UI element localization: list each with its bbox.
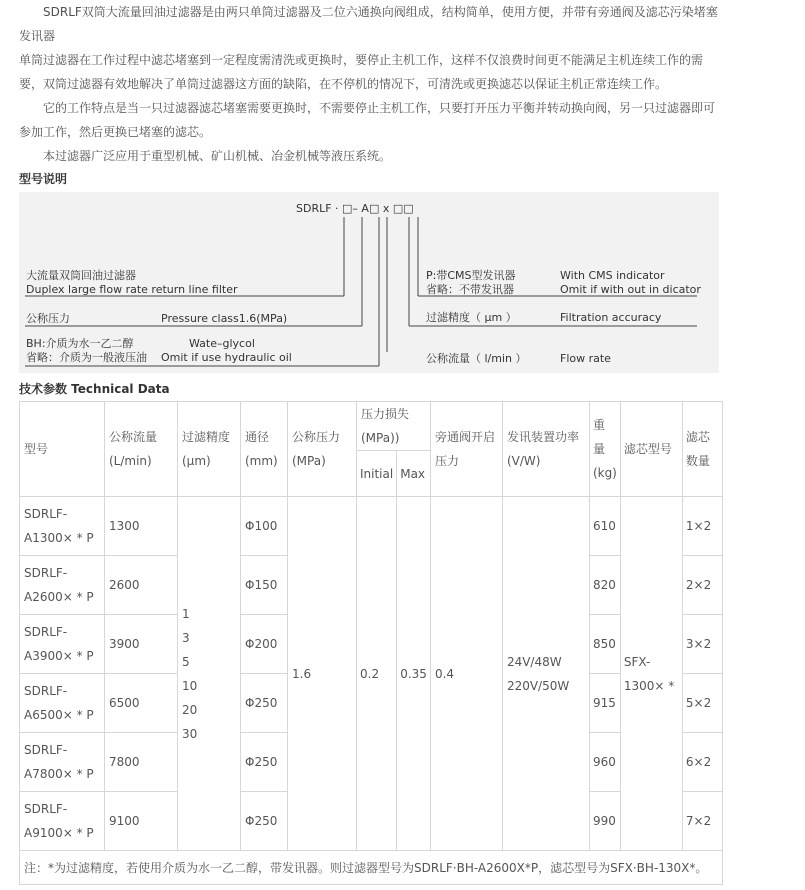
header-pressure: 公称压力 (MPa) bbox=[288, 402, 357, 497]
cell-count: 7×2 bbox=[682, 792, 722, 851]
model-heading: 型号说明 bbox=[19, 172, 68, 186]
label-accuracy-cn: 过滤精度（ μm ） bbox=[426, 311, 517, 324]
cell-initial: 0.2 bbox=[357, 497, 397, 851]
model-code-diagram bbox=[19, 192, 719, 373]
header-model: 型号 bbox=[20, 402, 105, 497]
header-count: 滤芯 数量 bbox=[682, 402, 722, 497]
table-header-row bbox=[20, 402, 723, 451]
cell-weight: 915 bbox=[589, 674, 620, 733]
label-cms-en: With CMS indicator bbox=[560, 269, 665, 282]
cell-flow: 7800 bbox=[105, 733, 178, 792]
label-medium-cn2: 省略：介质为一般液压油 bbox=[26, 351, 147, 364]
cell-diameter: Φ150 bbox=[241, 556, 288, 615]
intro-paragraph-1: SDRLF双筒大流量回油过滤器是由两只单筒过滤器及二位六通换向阀组成，结构简单，使用方便，并带有旁通阀及滤芯污染堵塞发讯器 bbox=[19, 5, 718, 43]
label-omit-cn: 省略：不带发讯器 bbox=[426, 283, 514, 296]
intro-paragraph-3: 它的工作特点是当一只过滤器滤芯堵塞需要更换时，不需要停止主机工作，只要打开压力平衡并转动换向阀，另一只过滤器即可参加工作，然后更换已堵塞的滤芯。 bbox=[19, 101, 716, 139]
label-medium-en2: Omit if use hydraulic oil bbox=[161, 351, 292, 364]
cell-model: SDRLF- A6500× * P bbox=[20, 674, 105, 733]
cell-weight: 960 bbox=[589, 733, 620, 792]
intro-text bbox=[19, 0, 719, 168]
header-weight: 重 量 (kg) bbox=[589, 402, 620, 497]
label-medium-cn1: BH:介质为水一乙二醇 bbox=[26, 337, 134, 350]
cell-count: 6×2 bbox=[682, 733, 722, 792]
table-note-row bbox=[20, 851, 723, 885]
cell-diameter: Φ250 bbox=[241, 792, 288, 851]
cell-model: SDRLF- A3900× * P bbox=[20, 615, 105, 674]
header-max: Max bbox=[397, 451, 431, 497]
cell-model: SDRLF- A1300× * P bbox=[20, 497, 105, 556]
label-name-en: Duplex large flow rate return line filter bbox=[26, 283, 238, 296]
header-power: 发讯装置功率 (V/W) bbox=[502, 402, 589, 497]
cell-accuracy: 1 3 5 10 20 30 bbox=[178, 497, 241, 851]
cell-weight: 990 bbox=[589, 792, 620, 851]
header-initial: Initial bbox=[357, 451, 397, 497]
cell-count: 5×2 bbox=[682, 674, 722, 733]
cell-diameter: Φ250 bbox=[241, 674, 288, 733]
cell-element: SFX- 1300× * bbox=[620, 497, 682, 851]
cell-max: 0.35 bbox=[397, 497, 431, 851]
tech-heading: 技术参数 Technical Data bbox=[19, 382, 170, 396]
cell-model: SDRLF- A9100× * P bbox=[20, 792, 105, 851]
header-diameter: 通径 (mm) bbox=[241, 402, 288, 497]
cell-weight: 850 bbox=[589, 615, 620, 674]
cell-pressure: 1.6 bbox=[288, 497, 357, 851]
label-omit-en: Omit if with out in dicator bbox=[560, 283, 701, 296]
cell-diameter: Φ100 bbox=[241, 497, 288, 556]
header-flow: 公称流量 (L/min) bbox=[105, 402, 178, 497]
cell-flow: 1300 bbox=[105, 497, 178, 556]
cell-flow: 9100 bbox=[105, 792, 178, 851]
table-row bbox=[20, 497, 723, 556]
intro-paragraph-2: 单筒过滤器在工作过程中滤芯堵塞到一定程度需清洗或更换时，要停止主机工作，这样不仅浪费时间更不能满足主机连续工作的需要，双筒过滤器有效地解决了单筒过滤器这方面的缺陷，在不停机的情况下，可清洗或更换滤芯以保证主机正常连续工作。 bbox=[19, 53, 704, 91]
label-medium-en1: Wate–glycol bbox=[189, 337, 255, 350]
cell-count: 1×2 bbox=[682, 497, 722, 556]
cell-bypass: 0.4 bbox=[430, 497, 502, 851]
label-cms-cn: P:带CMS型发讯器 bbox=[426, 269, 516, 282]
cell-diameter: Φ250 bbox=[241, 733, 288, 792]
header-bypass: 旁通阀开启 压力 bbox=[430, 402, 502, 497]
table-note: 注：*为过滤精度，若使用介质为水一乙二醇，带发讯器。则过滤器型号为SDRLF·BH-A2600X*P，滤芯型号为SFX·BH-130X*。 bbox=[20, 851, 723, 885]
label-flow-en: Flow rate bbox=[560, 352, 611, 365]
intro-paragraph-4: 本过滤器广泛应用于重型机械、矿山机械、冶金机械等液压系统。 bbox=[43, 149, 392, 163]
cell-model: SDRLF- A7800× * P bbox=[20, 733, 105, 792]
header-accuracy: 过滤精度 (μm) bbox=[178, 402, 241, 497]
cell-power: 24V/48W 220V/50W bbox=[502, 497, 589, 851]
label-name-cn: 大流量双筒回油过滤器 bbox=[26, 269, 136, 282]
header-pressure-loss: 压力损失 (MPa)) bbox=[357, 402, 431, 451]
label-pressure-cn: 公称压力 bbox=[26, 312, 70, 325]
cell-weight: 610 bbox=[589, 497, 620, 556]
header-element: 滤芯型号 bbox=[620, 402, 682, 497]
label-flow-cn: 公称流量（ l/min ） bbox=[426, 352, 527, 365]
cell-weight: 820 bbox=[589, 556, 620, 615]
cell-flow: 2600 bbox=[105, 556, 178, 615]
cell-flow: 6500 bbox=[105, 674, 178, 733]
label-pressure-en: Pressure class1.6(MPa) bbox=[161, 312, 288, 325]
cell-diameter: Φ200 bbox=[241, 615, 288, 674]
cell-count: 2×2 bbox=[682, 556, 722, 615]
label-accuracy-en: Filtration accuracy bbox=[560, 311, 662, 324]
model-code: SDRLF · □– A□ x □□ bbox=[296, 202, 414, 215]
cell-flow: 3900 bbox=[105, 615, 178, 674]
cell-count: 3×2 bbox=[682, 615, 722, 674]
tech-data-table bbox=[19, 401, 723, 885]
cell-model: SDRLF- A2600× * P bbox=[20, 556, 105, 615]
